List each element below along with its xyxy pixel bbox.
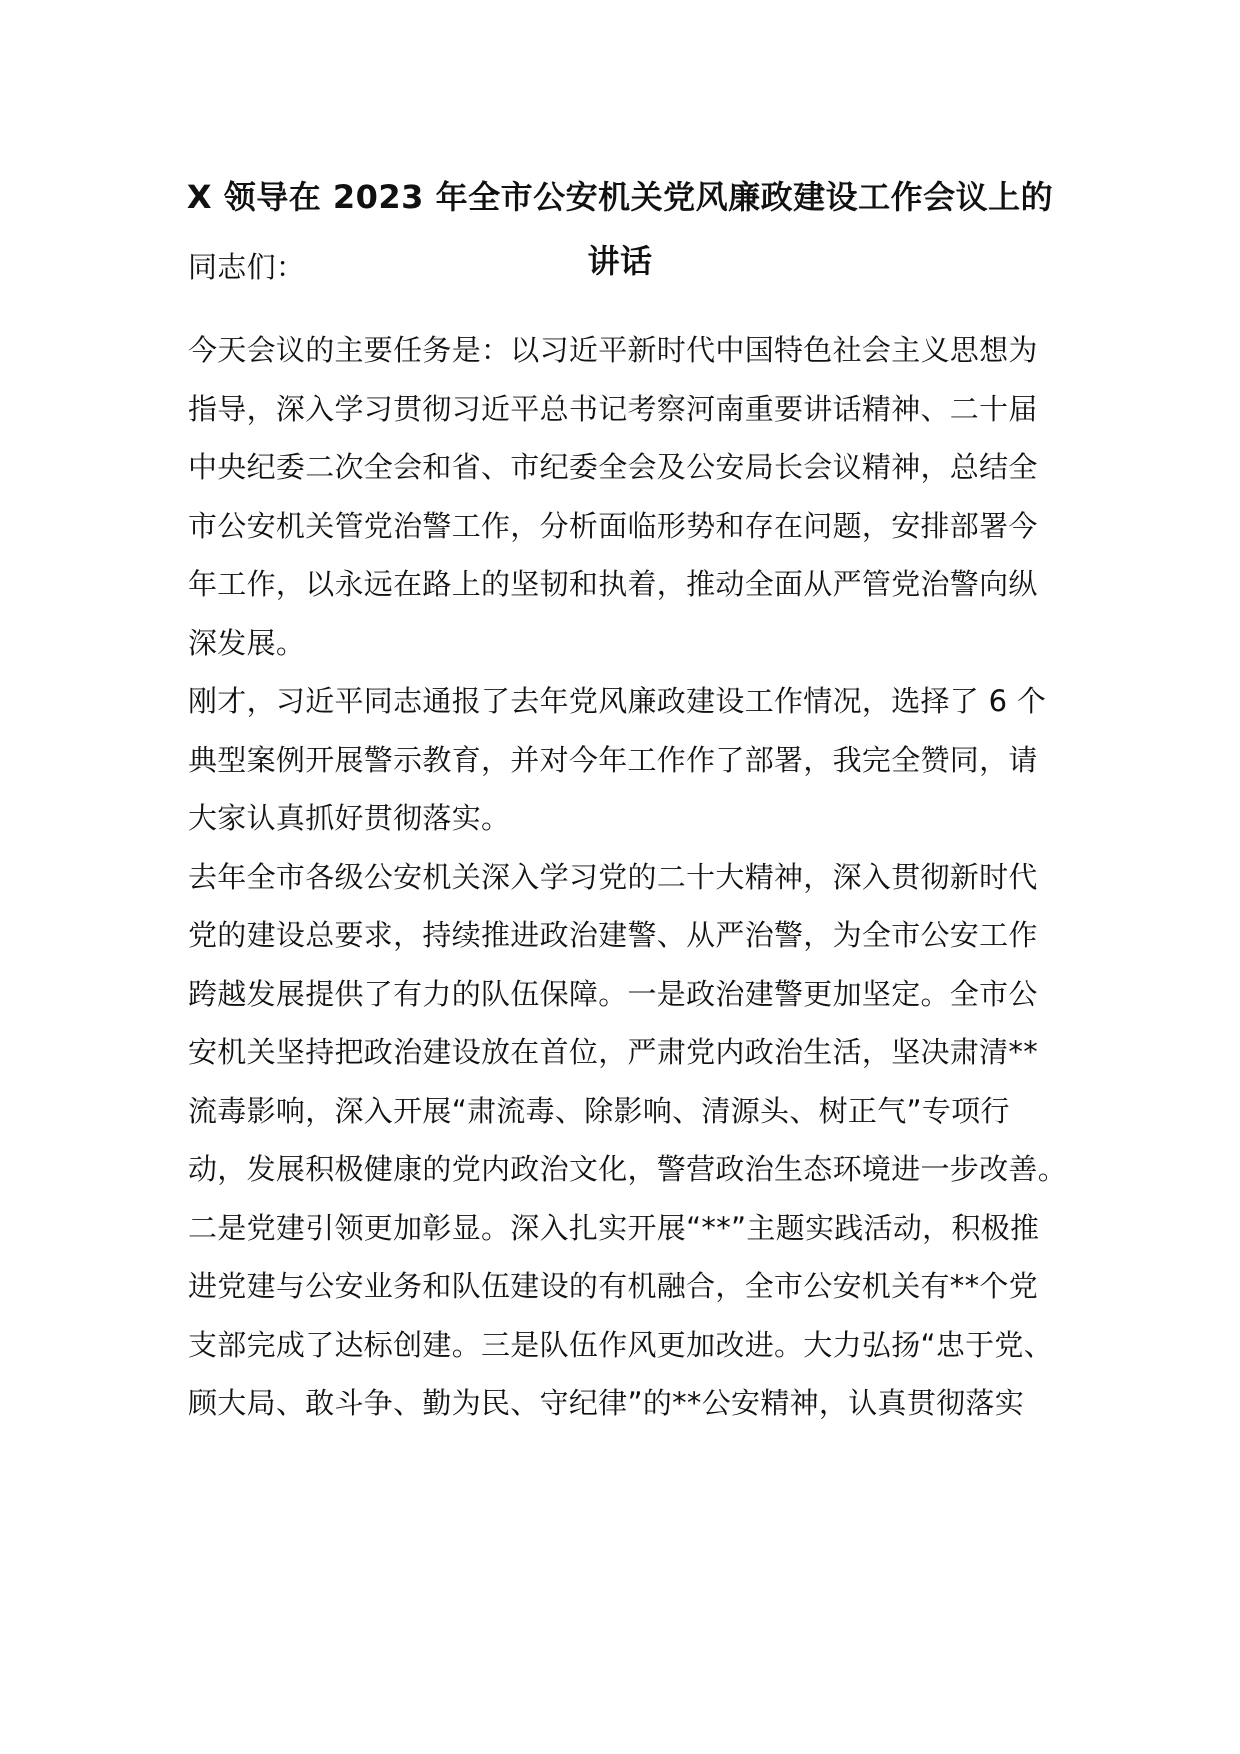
- body-line: 去年全市各级公安机关深入学习党的二十大精神，深入贯彻新时代: [188, 860, 1038, 894]
- body-line: 动，发展积极健康的党内政治文化，警营政治生态环境进一步改善。: [188, 1152, 1068, 1186]
- body-line: 深发展。: [188, 626, 306, 660]
- body-line: 支部完成了达标创建。三是队伍作风更加改进。大力弘扬“忠于党、: [188, 1328, 1054, 1362]
- body-line: 安机关坚持把政治建设放在首位，严肃党内政治生活，坚决肃清**: [188, 1035, 1039, 1069]
- body-line: 年工作，以永远在路上的坚韧和执着，推动全面从严管党治警向纵: [188, 567, 1038, 601]
- body-line: 刚才，习近平同志通报了去年党风廉政建设工作情况，选择了 6 个: [188, 684, 1047, 718]
- body-line: 跨越发展提供了有力的队伍保障。一是政治建警更加坚定。全市公: [188, 977, 1038, 1011]
- body-line: 今天会议的主要任务是：以习近平新时代中国特色社会主义思想为: [188, 333, 1038, 367]
- body-line: 顾大局、敢斗争、勤为民、守纪律”的**公安精神，认真贯彻落实: [188, 1386, 1025, 1420]
- body-line: 同志们：: [188, 250, 306, 284]
- body-line: 中央纪委二次全会和省、市纪委全会及公安局长会议精神，总结全: [188, 450, 1038, 484]
- body-line: 进党建与公安业务和队伍建设的有机融合，全市公安机关有**个党: [188, 1269, 1039, 1303]
- body-line: 流毒影响，深入开展“肃流毒、除影响、清源头、树正气”专项行: [188, 1094, 1010, 1128]
- body-line: 二是党建引领更加彰显。深入扎实开展“**”主题实践活动，积极推: [188, 1211, 1040, 1245]
- body-line: 典型案例开展警示教育，并对今年工作作了部署，我完全赞同，请: [188, 743, 1038, 777]
- document-title-line-1: X 领导在 2023 年全市公安机关党风廉政建设工作会议上的: [186, 178, 1054, 216]
- body-line: 市公安机关管党治警工作，分析面临形势和存在问题，安排部署今: [188, 509, 1038, 543]
- body-line: 大家认真抓好贯彻落实。: [188, 801, 511, 835]
- document-title-line-2: 讲话: [587, 242, 653, 280]
- body-line: 指导，深入学习贯彻习近平总书记考察河南重要讲话精神、二十届: [188, 392, 1038, 426]
- body-line: 党的建设总要求，持续推进政治建警、从严治警，为全市公安工作: [188, 918, 1038, 952]
